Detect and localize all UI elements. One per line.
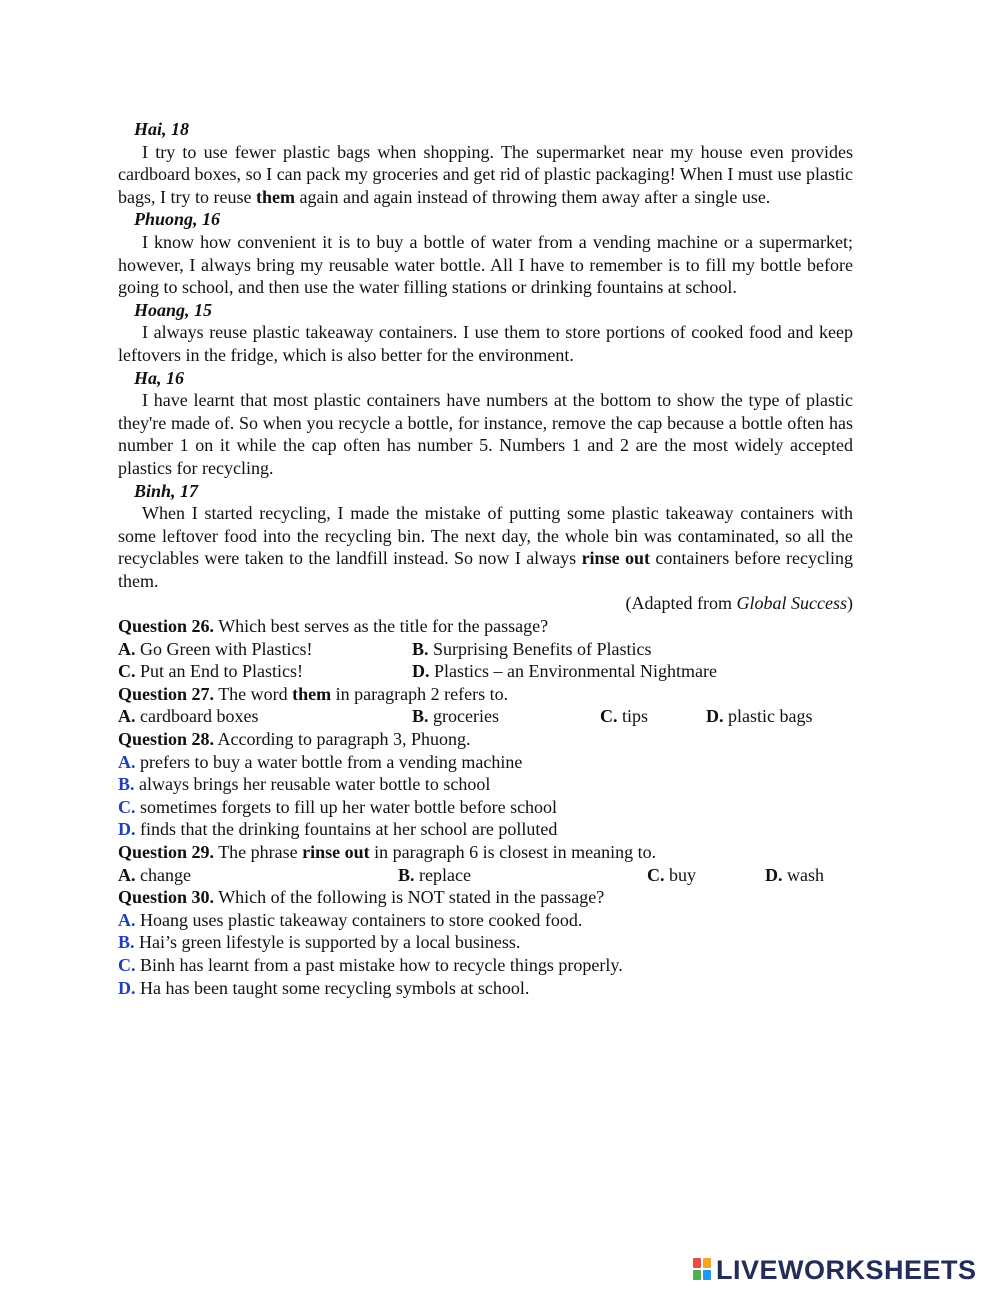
option-29-c[interactable]: C. buy — [647, 864, 696, 885]
source-citation: (Adapted from Global Success) — [625, 593, 853, 614]
author-phuong: Phuong, 16 — [134, 209, 221, 230]
author-binh: Binh, 17 — [134, 480, 199, 501]
option-27-d[interactable]: D. plastic bags — [706, 706, 813, 727]
paragraph-ha: I have learnt that most plastic containers have numbers at the bottom to show the type of plastic they're made of. So when you recycle a bottle, for instance, remove the cap because a bottle often has number 1 on it while the cap often has number 5. Numbers 1 and 2 are the most widely accepted plastics for recycling. — [118, 390, 853, 478]
option-28-a[interactable]: A. prefers to buy a water bottle from a vending machine — [118, 751, 523, 772]
option-28-d[interactable]: D. finds that the drinking fountains at her school are polluted — [118, 819, 558, 840]
question-30: Question 30. Which of the following is NOT stated in the passage? — [118, 887, 605, 908]
paragraph-phuong: I know how convenient it is to buy a bottle of water from a vending machine or a supermarket; however, I always bring my reusable water bottle. All I have to remember is to fill my bottle before going to school, and then use the water filling stations or drinking fountains at school. — [118, 231, 853, 298]
option-30-b[interactable]: B. Hai’s green lifestyle is supported by a local business. — [118, 932, 521, 953]
question-27-options — [118, 705, 853, 728]
question-26-options-row-2 — [118, 660, 853, 683]
liveworksheets-logo-icon — [693, 1258, 713, 1282]
option-28-c[interactable]: C. sometimes forgets to fill up her water bottle before school — [118, 796, 558, 817]
option-29-a[interactable]: A. change — [118, 864, 191, 885]
option-26-a[interactable]: A. Go Green with Plastics! — [118, 638, 313, 659]
option-27-a[interactable]: A. cardboard boxes — [118, 706, 259, 727]
option-29-d[interactable]: D. wash — [765, 864, 824, 885]
worksheet-page — [118, 118, 853, 999]
author-hoang: Hoang, 15 — [134, 299, 213, 320]
paragraph-hoang: I always reuse plastic takeaway containers. I use them to store portions of cooked food and keep leftovers in the fridge, which is also better for the environment. — [118, 322, 853, 365]
author-hai: Hai, 18 — [134, 119, 190, 139]
paragraph-binh: When I started recycling, I made the mistake of putting some plastic takeaway containers with some leftover food into the recycling bin. The next day, the whole bin was contaminated, so all the recyclables were taken to the landfill instead. So now I always rinse out containers before recycling them. — [118, 503, 853, 591]
option-26-c[interactable]: C. Put an End to Plastics! — [118, 661, 303, 682]
option-30-a[interactable]: A. Hoang uses plastic takeaway containers to store cooked food. — [118, 909, 583, 930]
option-28-b[interactable]: B. always brings her reusable water bottle to school — [118, 774, 491, 795]
question-26: Question 26. Which best serves as the title for the passage? — [118, 616, 549, 637]
question-26-options-row-1 — [118, 638, 853, 661]
question-27: Question 27. The word them in paragraph 2 refers to. — [118, 683, 509, 704]
question-29-options — [118, 864, 853, 887]
option-29-b[interactable]: B. replace — [398, 864, 471, 885]
option-27-b[interactable]: B. groceries — [412, 706, 499, 727]
option-26-b[interactable]: B. Surprising Benefits of Plastics — [412, 638, 652, 659]
option-27-c[interactable]: C. tips — [600, 706, 649, 727]
author-ha: Ha, 16 — [134, 367, 185, 388]
option-30-c[interactable]: C. Binh has learnt from a past mistake how to recycle things properly. — [118, 954, 623, 975]
option-26-d[interactable]: D. Plastics – an Environmental Nightmare — [412, 661, 717, 682]
paragraph-hai: I try to use fewer plastic bags when shopping. The supermarket near my house even provides cardboard boxes, so I can pack my groceries and get rid of plastic packaging! When I must use plastic bags, I try to reuse them again and again instead of throwing them away after a single use. — [118, 141, 853, 207]
question-28: Question 28. According to paragraph 3, Phuong. — [118, 729, 471, 750]
liveworksheets-logo[interactable] — [693, 1254, 977, 1285]
option-30-d[interactable]: D. Ha has been taught some recycling symbols at school. — [118, 977, 530, 998]
question-29: Question 29. The phrase rinse out in paragraph 6 is closest in meaning to. — [118, 842, 657, 862]
liveworksheets-logo-text: LIVEWORKSHEETS — [716, 1254, 977, 1285]
